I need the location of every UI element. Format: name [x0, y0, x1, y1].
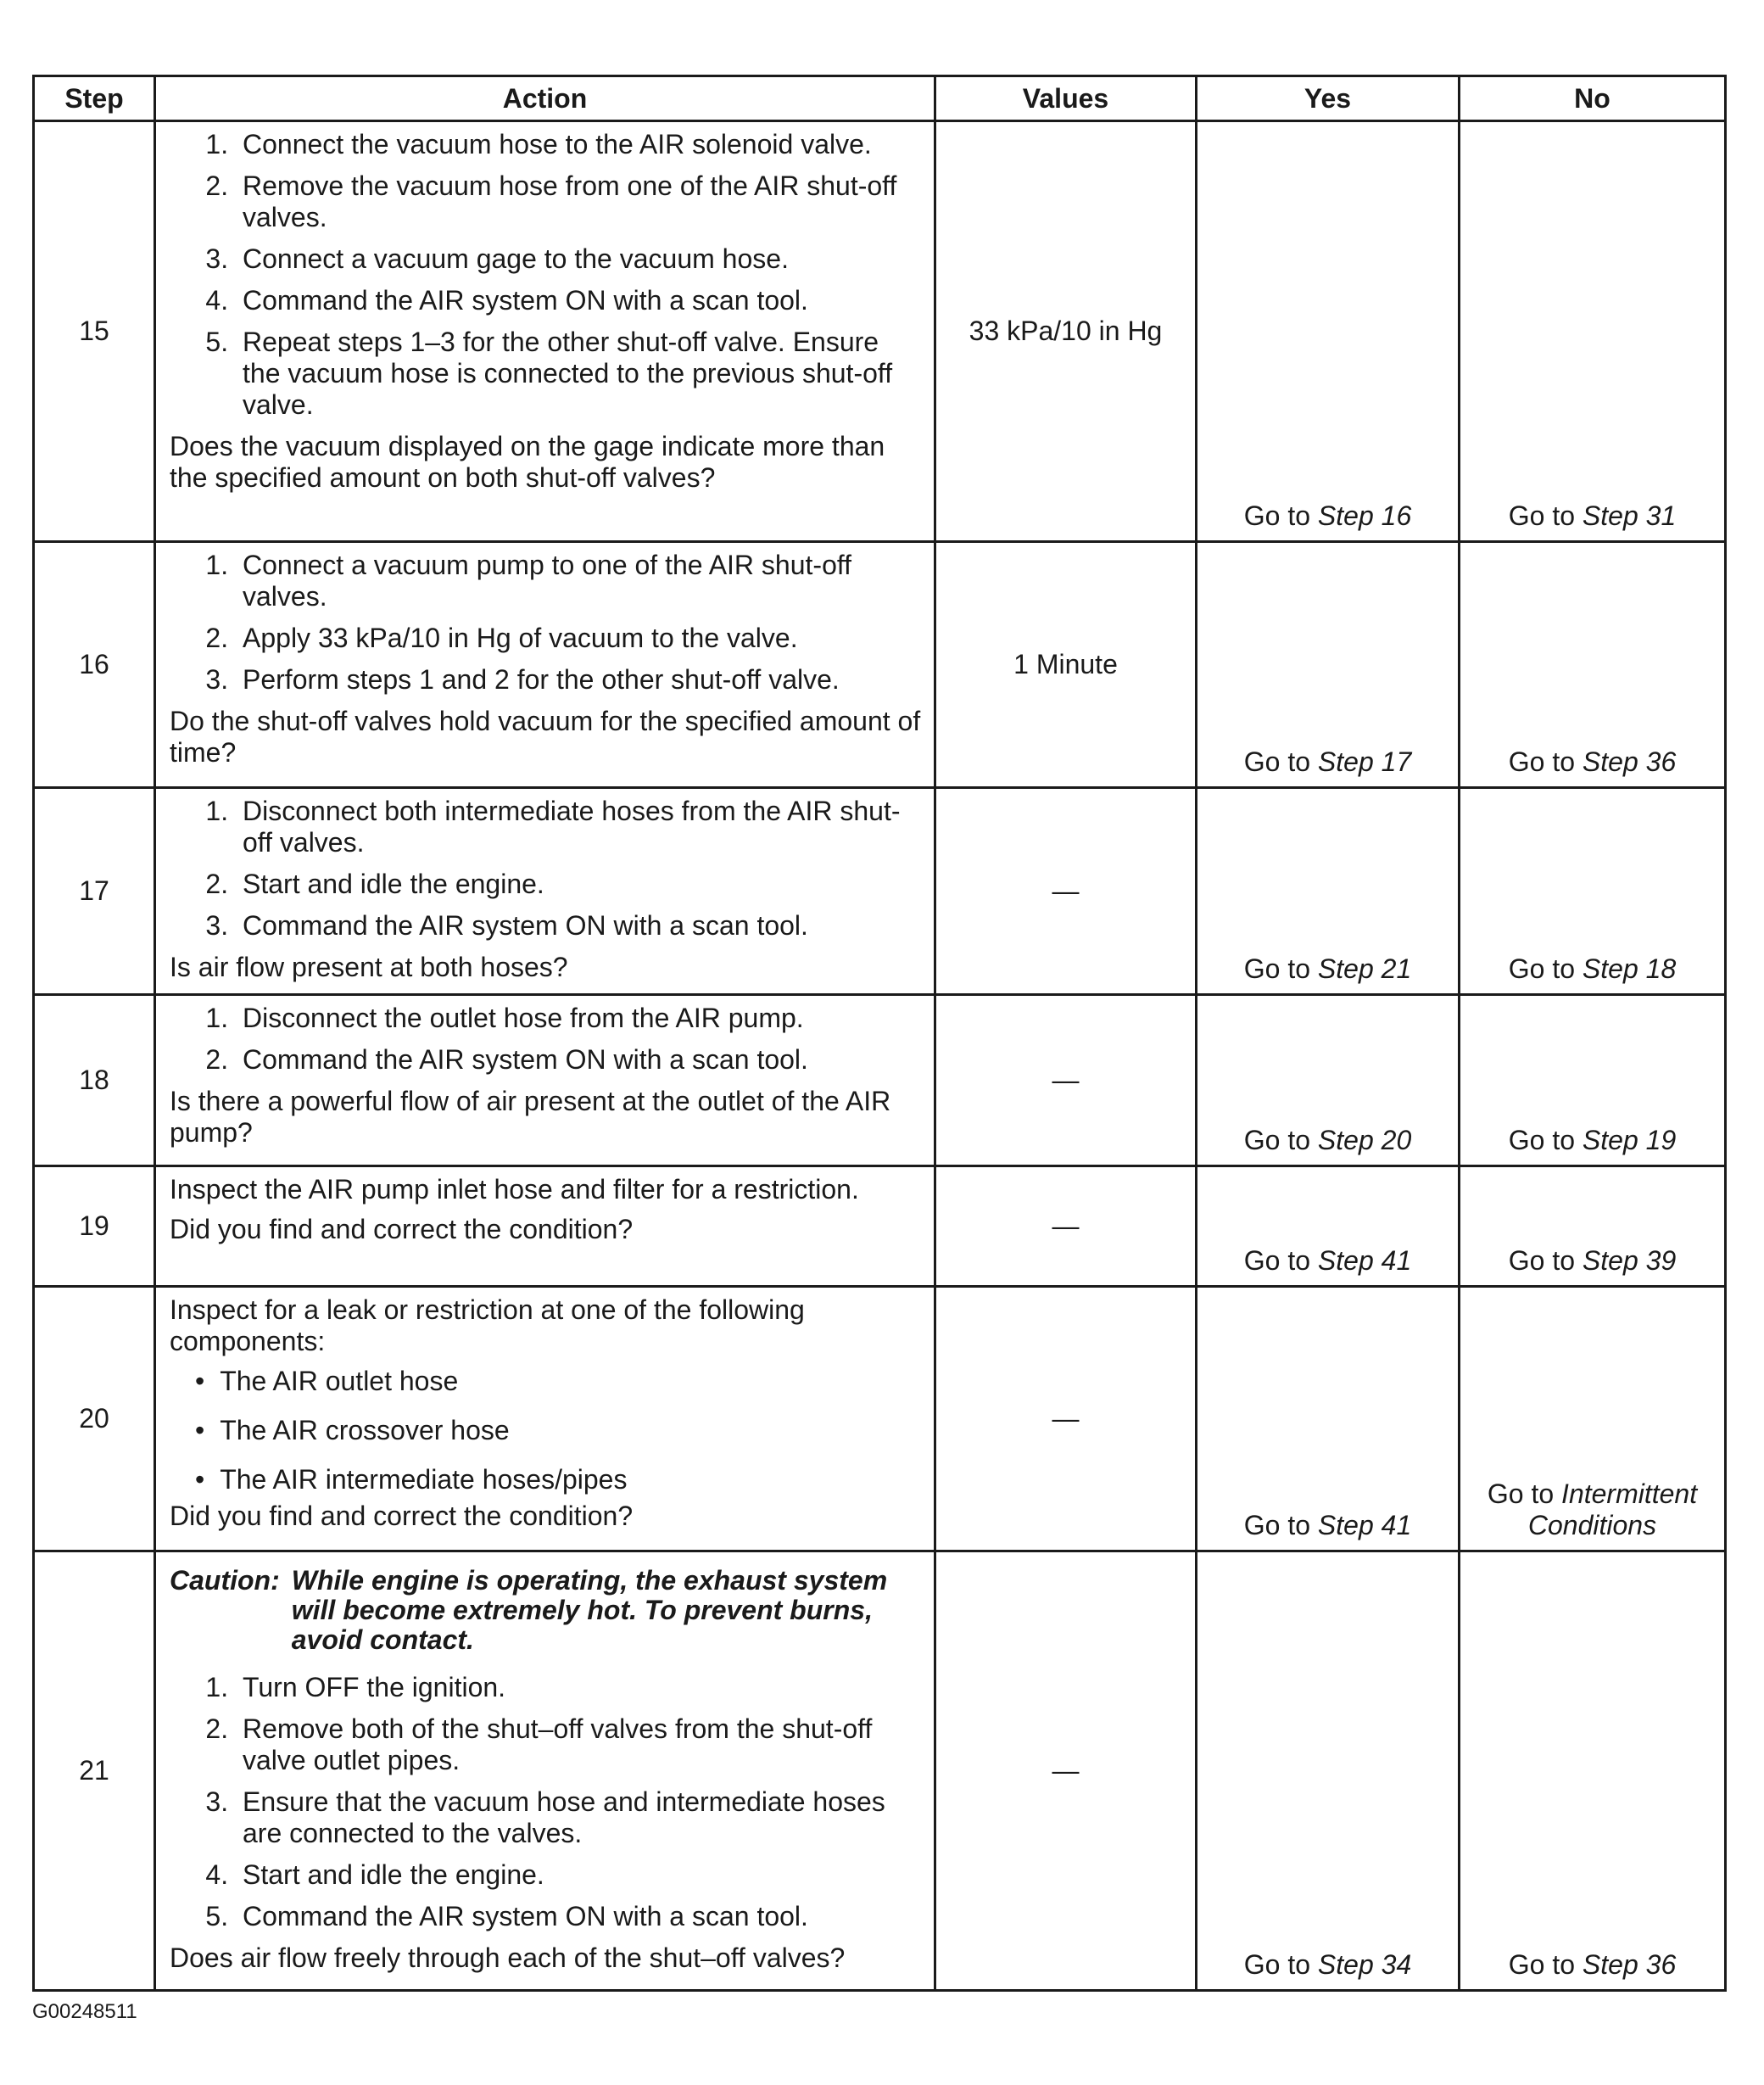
- goto-target: Step 41: [1317, 1245, 1412, 1276]
- action-step: 2. Start and idle the engine.: [236, 869, 922, 900]
- goto-prefix: Go to: [1243, 1510, 1311, 1540]
- action-step: 3. Perform steps 1 and 2 for the other shut-off valve.: [236, 664, 922, 696]
- caution-text: While engine is operating, the exhaust system will become extremely hot. To prevent burns, avoid contact.: [291, 1565, 888, 1655]
- table-row: [34, 542, 1726, 788]
- table-row: [34, 1166, 1726, 1287]
- goto-prefix: Go to: [1243, 1245, 1311, 1276]
- question: Does the vacuum displayed on the gage indicate more than the specified amount on both shut-off valves?: [170, 431, 885, 493]
- action-cell: [155, 1287, 935, 1551]
- table-row: [34, 788, 1726, 995]
- question: Do the shut-off valves hold vacuum for the specified amount of time?: [170, 706, 921, 768]
- action-intro: Inspect the AIR pump inlet hose and filter for a restriction.: [170, 1174, 859, 1205]
- action-cell: [155, 1551, 935, 1991]
- action-step: 2. Remove both of the shut–off valves from the shut-off valve outlet pipes.: [236, 1713, 922, 1776]
- action-cell: [155, 121, 935, 542]
- component-item: • The AIR outlet hose: [195, 1366, 922, 1397]
- goto-target: Step 19: [1582, 1125, 1677, 1155]
- step-number: 17: [34, 788, 155, 995]
- goto-prefix: Go to: [1487, 1479, 1555, 1509]
- action-intro: Inspect for a leak or restriction at one of the following components:: [170, 1294, 805, 1356]
- figure-code: G00248511: [32, 2000, 137, 2023]
- step-number: 21: [34, 1551, 155, 1991]
- yes-cell: [1197, 788, 1460, 995]
- goto-prefix: Go to: [1508, 1125, 1576, 1155]
- value-cell: —: [935, 788, 1197, 995]
- step-number: 18: [34, 995, 155, 1166]
- action-step: 3. Command the AIR system ON with a scan tool.: [236, 910, 922, 942]
- action-cell: [155, 1166, 935, 1287]
- goto-target: Step 21: [1317, 953, 1412, 984]
- action-step: 2. Remove the vacuum hose from one of the AIR shut-off valves.: [236, 170, 922, 233]
- table-row: [34, 121, 1726, 542]
- goto-target: Step 18: [1582, 953, 1677, 984]
- yes-cell: [1197, 542, 1460, 788]
- question: Is there a powerful flow of air present at the outlet of the AIR pump?: [170, 1086, 891, 1148]
- action-step: 5. Command the AIR system ON with a scan tool.: [236, 1901, 922, 1932]
- table-row: [34, 1551, 1726, 1991]
- action-steps: [170, 1672, 922, 1932]
- goto-target: Step 36: [1582, 1949, 1677, 1980]
- action-steps: [170, 129, 922, 421]
- goto-prefix: Go to: [1243, 500, 1311, 531]
- goto-prefix: Go to: [1243, 746, 1311, 777]
- yes-cell: [1197, 995, 1460, 1166]
- goto-target: Step 36: [1582, 746, 1677, 777]
- action-step: 2. Command the AIR system ON with a scan tool.: [236, 1044, 922, 1076]
- action-step: 5. Repeat steps 1–3 for the other shut-off valve. Ensure the vacuum hose is connected to the previous shut-off valve.: [236, 327, 922, 421]
- no-cell: [1460, 1287, 1726, 1551]
- no-cell: [1460, 542, 1726, 788]
- no-cell: [1460, 1166, 1726, 1287]
- header-step: Step: [34, 76, 155, 121]
- goto-prefix: Go to: [1508, 746, 1576, 777]
- no-cell: [1460, 1551, 1726, 1991]
- goto-target: Intermittent Conditions: [1527, 1479, 1698, 1540]
- component-list: [170, 1366, 922, 1495]
- value-cell: 33 kPa/10 in Hg: [935, 121, 1197, 542]
- component-item: • The AIR crossover hose: [195, 1415, 922, 1446]
- goto-target: Step 41: [1317, 1510, 1412, 1540]
- caution-label: Caution:: [170, 1565, 280, 1596]
- action-step: 1. Disconnect the outlet hose from the AIR pump.: [236, 1003, 922, 1034]
- action-step: 4. Start and idle the engine.: [236, 1859, 922, 1891]
- goto-target: Step 31: [1582, 500, 1677, 531]
- action-steps: [170, 1003, 922, 1076]
- goto-target: Step 16: [1317, 500, 1412, 531]
- action-cell: [155, 788, 935, 995]
- action-steps: [170, 796, 922, 942]
- goto-prefix: Go to: [1508, 500, 1576, 531]
- action-steps: [170, 550, 922, 696]
- step-number: 19: [34, 1166, 155, 1287]
- header-action: Action: [155, 76, 935, 121]
- no-cell: [1460, 995, 1726, 1166]
- value-cell: —: [935, 1166, 1197, 1287]
- header-row: [34, 76, 1726, 121]
- diagnostic-table: [32, 75, 1727, 1992]
- action-step: 1. Connect a vacuum pump to one of the AIR shut-off valves.: [236, 550, 922, 612]
- value-cell: —: [935, 1551, 1197, 1991]
- goto-target: Step 39: [1582, 1245, 1677, 1276]
- value-cell: —: [935, 1287, 1197, 1551]
- goto-prefix: Go to: [1243, 1125, 1311, 1155]
- goto-target: Step 20: [1317, 1125, 1412, 1155]
- goto-prefix: Go to: [1508, 1949, 1576, 1980]
- action-step: 1. Disconnect both intermediate hoses from the AIR shut-off valves.: [236, 796, 922, 858]
- yes-cell: [1197, 1551, 1460, 1991]
- goto-target: Step 34: [1317, 1949, 1412, 1980]
- value-cell: —: [935, 995, 1197, 1166]
- question: Did you find and correct the condition?: [170, 1501, 634, 1531]
- yes-cell: [1197, 121, 1460, 542]
- header-yes: Yes: [1197, 76, 1460, 121]
- action-cell: [155, 995, 935, 1166]
- goto-prefix: Go to: [1508, 953, 1576, 984]
- step-number: 15: [34, 121, 155, 542]
- table-row: [34, 1287, 1726, 1551]
- question: Does air flow freely through each of the shut–off valves?: [170, 1942, 846, 1973]
- header-no: No: [1460, 76, 1726, 121]
- goto-target: Step 17: [1317, 746, 1412, 777]
- action-step: 4. Command the AIR system ON with a scan tool.: [236, 285, 922, 316]
- action-step: 1. Connect the vacuum hose to the AIR solenoid valve.: [236, 129, 922, 160]
- no-cell: [1460, 788, 1726, 995]
- header-values: Values: [935, 76, 1197, 121]
- yes-cell: [1197, 1166, 1460, 1287]
- step-number: 16: [34, 542, 155, 788]
- action-step: 1. Turn OFF the ignition.: [236, 1672, 922, 1703]
- yes-cell: [1197, 1287, 1460, 1551]
- no-cell: [1460, 121, 1726, 542]
- question: Did you find and correct the condition?: [170, 1214, 634, 1244]
- question: Is air flow present at both hoses?: [170, 952, 568, 982]
- goto-prefix: Go to: [1508, 1245, 1576, 1276]
- action-step: 3. Connect a vacuum gage to the vacuum hose.: [236, 243, 922, 275]
- action-step: 2. Apply 33 kPa/10 in Hg of vacuum to the valve.: [236, 623, 922, 654]
- component-item: • The AIR intermediate hoses/pipes: [195, 1464, 922, 1495]
- action-cell: [155, 542, 935, 788]
- caution-note: [170, 1566, 922, 1655]
- goto-prefix: Go to: [1243, 953, 1311, 984]
- table-row: [34, 995, 1726, 1166]
- action-step: 3. Ensure that the vacuum hose and intermediate hoses are connected to the valves.: [236, 1786, 922, 1849]
- goto-prefix: Go to: [1243, 1949, 1311, 1980]
- step-number: 20: [34, 1287, 155, 1551]
- value-cell: 1 Minute: [935, 542, 1197, 788]
